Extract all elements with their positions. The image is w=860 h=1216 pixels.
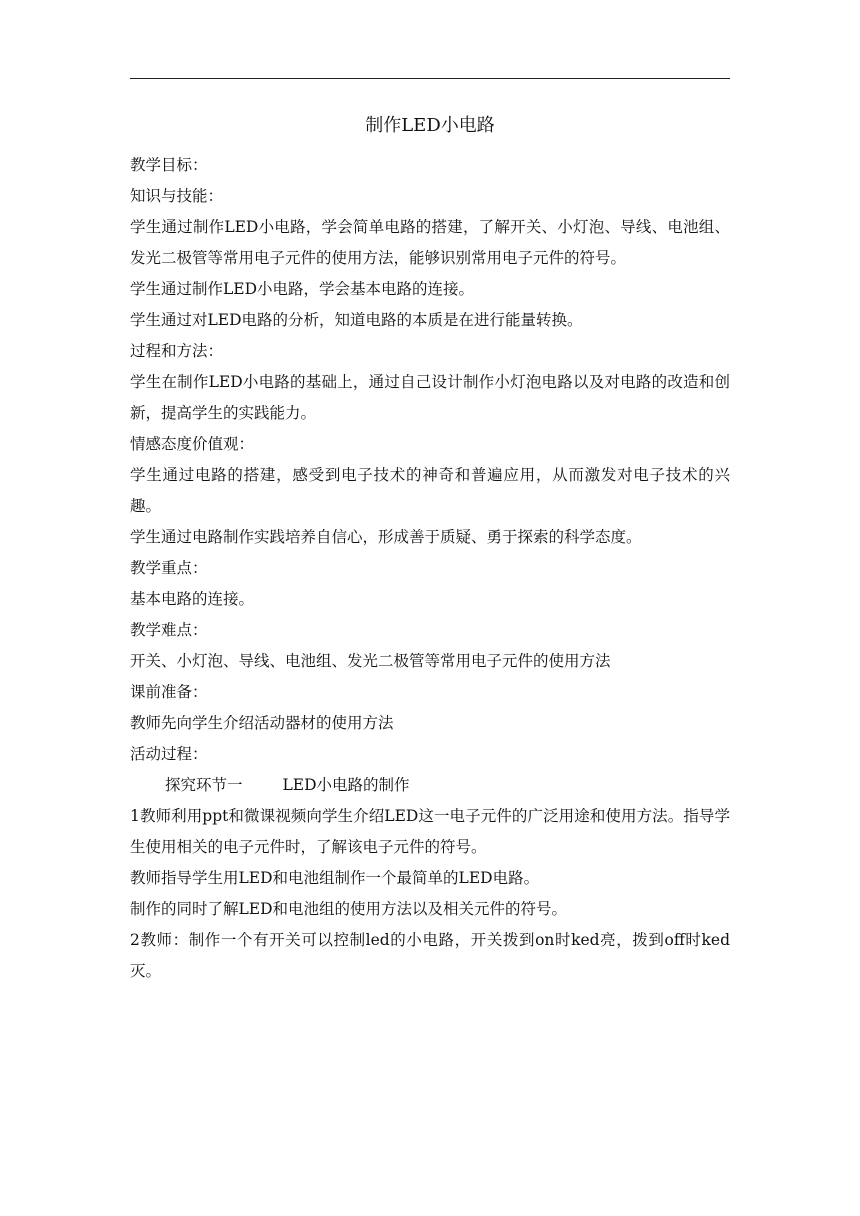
heading-activity-process: 活动过程： bbox=[130, 745, 208, 763]
paragraph: 1教师利用ppt和微课视频向学生介绍LED这一电子元件的广泛用途和使用方法。指导学生使用相关的电子元件时，了解该电子元件的符号。 bbox=[130, 807, 730, 856]
paragraph: 制作的同时了解LED和电池组的使用方法以及相关元件的符号。 bbox=[130, 900, 568, 918]
heading-key-points: 教学重点： bbox=[130, 559, 208, 577]
heading-teaching-goals: 教学目标： bbox=[130, 156, 208, 174]
paragraph: 2教师：制作一个有开关可以控制led的小电路，开关拨到on时ked亮，拨到off时ked灭。 bbox=[130, 931, 730, 980]
heading-difficult-points: 教学难点： bbox=[130, 621, 208, 639]
paragraph: 教师先向学生介绍活动器材的使用方法 bbox=[130, 714, 394, 732]
section-name: LED小电路的制作 bbox=[282, 776, 410, 794]
paragraph: 学生通过对LED电路的分析，知道电路的本质是在进行能量转换。 bbox=[130, 311, 583, 329]
document-body bbox=[130, 108, 730, 987]
section-heading bbox=[130, 770, 730, 801]
header-rule bbox=[130, 78, 730, 79]
heading-knowledge-skills: 知识与技能： bbox=[130, 187, 224, 205]
paragraph: 基本电路的连接。 bbox=[130, 590, 255, 608]
section-label: 探究环节一 bbox=[165, 776, 243, 794]
paragraph: 学生通过电路制作实践培养自信心，形成善于质疑、勇于探索的科学态度。 bbox=[130, 528, 642, 546]
paragraph: 教师指导学生用LED和电池组制作一个最简单的LED电路。 bbox=[130, 869, 540, 887]
heading-preparation: 课前准备： bbox=[130, 683, 208, 701]
document-title: 制作LED小电路 bbox=[365, 115, 495, 136]
paragraph: 学生通过电路的搭建，感受到电子技术的神奇和普遍应用，从而激发对电子技术的兴趣。 bbox=[130, 466, 730, 515]
paragraph: 学生通过制作LED小电路，学会简单电路的搭建，了解开关、小灯泡、导线、电池组、发光二极管等常用电子元件的使用方法，能够识别常用电子元件的符号。 bbox=[130, 218, 730, 267]
heading-attitudes-values: 情感态度价值观： bbox=[130, 435, 255, 453]
paragraph: 学生通过制作LED小电路，学会基本电路的连接。 bbox=[130, 280, 475, 298]
heading-process-methods: 过程和方法： bbox=[130, 342, 224, 360]
paragraph: 学生在制作LED小电路的基础上，通过自己设计制作小灯泡电路以及对电路的改造和创新，提高学生的实践能力。 bbox=[130, 373, 730, 422]
paragraph: 开关、小灯泡、导线、电池组、发光二极管等常用电子元件的使用方法 bbox=[130, 652, 611, 670]
